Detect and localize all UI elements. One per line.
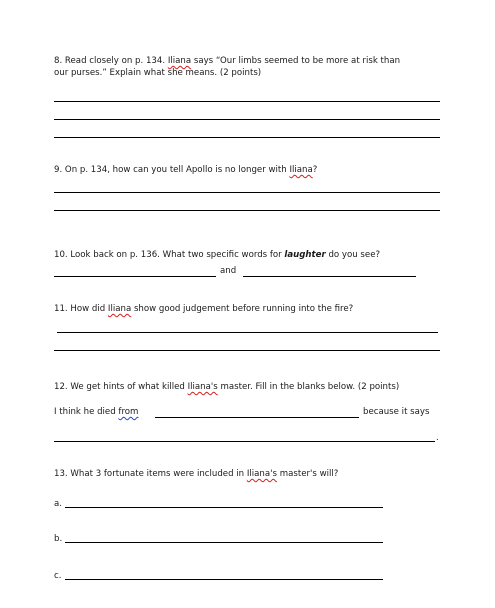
answer-blank-cause[interactable]: [155, 417, 359, 418]
answer-line[interactable]: [54, 192, 440, 193]
question-11: 11. How did Iliana show good judgement before running into the fire?: [54, 304, 354, 314]
answer-line-b[interactable]: [65, 542, 383, 543]
misspelled-name: Iliana: [107, 304, 132, 314]
fill-in-sentence-start: I think he died from: [54, 407, 139, 417]
item-label-c: c.: [54, 571, 62, 581]
question-8-line-1: 8. Read closely on p. 134. Iliana says “Our limbs seemed to be more at risk than: [54, 56, 401, 66]
answer-line[interactable]: [54, 350, 440, 351]
grammar-flag: from: [118, 407, 139, 417]
question-12: 12. We get hints of what killed Iliana's master. Fill in the blanks below. (2 points): [54, 382, 400, 392]
answer-line[interactable]: [57, 332, 438, 333]
answer-line[interactable]: [54, 119, 440, 120]
answer-blank-2[interactable]: [243, 276, 416, 277]
end-period: .: [436, 433, 439, 443]
item-label-b: b.: [54, 534, 63, 544]
misspelled-name: Iliana: [289, 165, 313, 175]
question-9: 9. On p. 134, how can you tell Apollo is no longer with Iliana?: [54, 165, 318, 175]
misspelled-name: Iliana: [167, 56, 192, 66]
and-label: and: [220, 266, 237, 276]
answer-line-c[interactable]: [65, 579, 383, 580]
emphasized-word: laughter: [284, 250, 326, 260]
because-it-says-label: because it says: [363, 407, 430, 417]
answer-line[interactable]: [54, 101, 440, 102]
question-13: 13. What 3 fortunate items were included in Iliana's master's will?: [54, 469, 339, 479]
misspelled-name: Iliana's: [187, 382, 218, 392]
answer-line[interactable]: [54, 137, 440, 138]
misspelled-name: Iliana's: [246, 469, 277, 479]
answer-line[interactable]: [54, 210, 440, 211]
item-label-a: a.: [54, 499, 62, 509]
question-8-line-2: our purses.” Explain what she means. (2 points): [54, 68, 262, 78]
answer-line-a[interactable]: [65, 507, 383, 508]
question-10: 10. Look back on p. 136. What two specific words for laughter do you see?: [54, 250, 381, 260]
answer-line-evidence[interactable]: [54, 441, 435, 442]
answer-blank-1[interactable]: [54, 276, 216, 277]
